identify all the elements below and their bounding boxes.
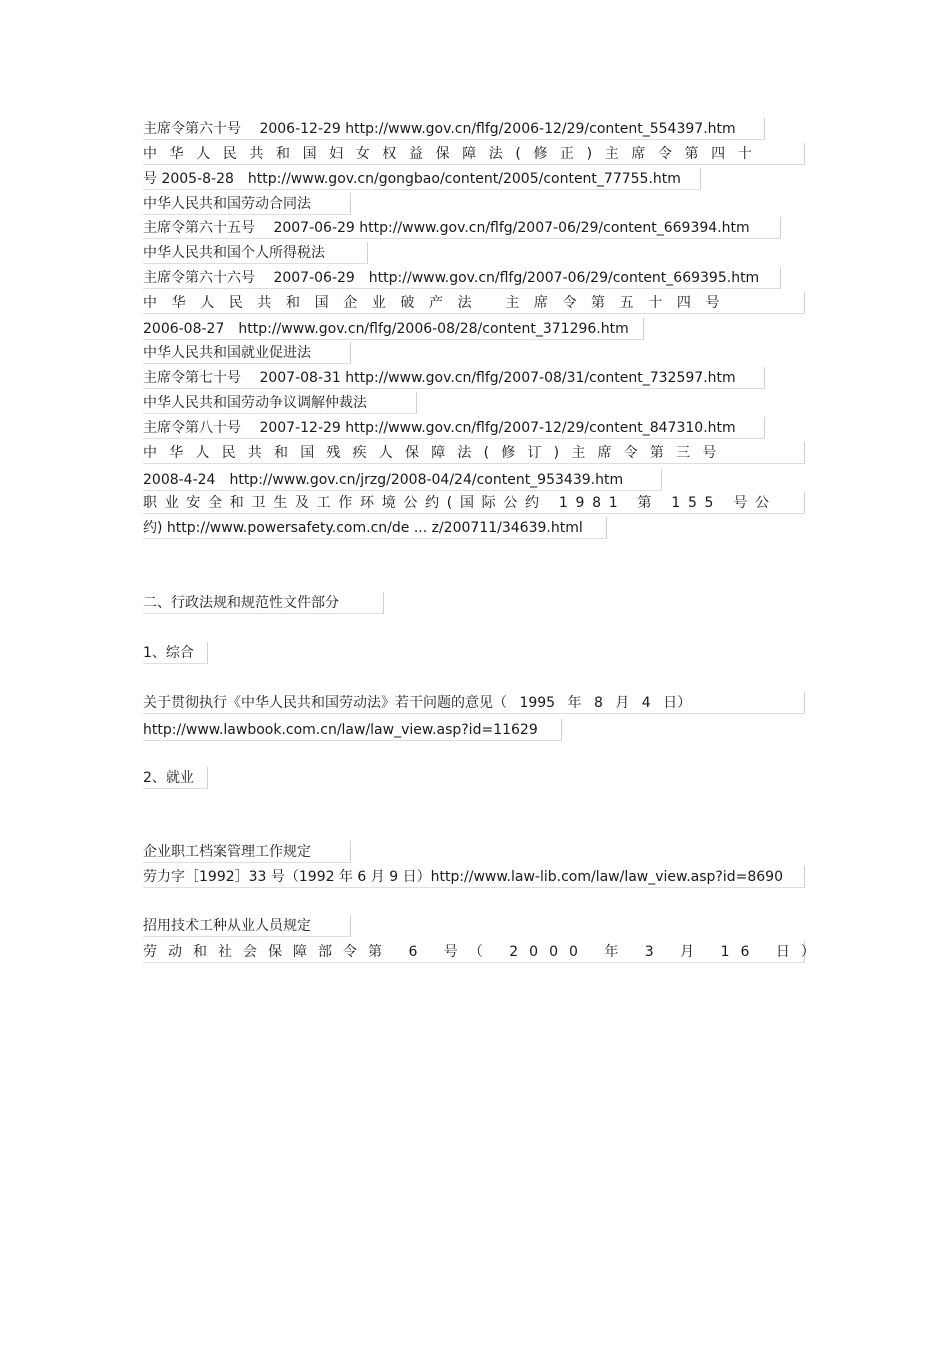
heading-text: 1、综合	[143, 645, 194, 661]
text-line	[143, 915, 351, 937]
line-text: 中华人民共和国妇女权益保障法(修正)主席令第四十	[143, 146, 765, 162]
line-text: 号 2005-8-28 http://www.gov.cn/gongbao/content/2005/content_77755.htm	[143, 171, 681, 187]
text-line	[143, 217, 781, 239]
line-text: 2006-08-27 http://www.gov.cn/flfg/2006-08/28/content_371296.htm	[143, 321, 629, 337]
law-title: 中华人民共和国劳动合同法	[143, 196, 311, 212]
line-text: 主席令第六十六号 2007-06-29 http://www.gov.cn/flfg/2007-06/29/content_669395.htm	[143, 270, 760, 286]
line-text: 劳力字［1992］33 号（1992 年 6 月 9 日）http://www.law-lib.com/law/law_view.asp?id=8690	[143, 869, 783, 885]
line-text: 主席令第八十号 2007-12-29 http://www.gov.cn/flfg/2007-12/29/content_847310.htm	[143, 420, 736, 436]
text-line	[143, 318, 644, 340]
heading-text: 二、行政法规和规范性文件部分	[143, 595, 339, 611]
law-title: 中华人民共和国就业促进法	[143, 345, 311, 361]
law-title: 企业职工档案管理工作规定	[143, 844, 311, 860]
text-line	[143, 692, 805, 714]
line-text: 约) http://www.powersafety.com.cn/de ... z/200711/34639.html	[143, 520, 583, 536]
text-line	[143, 193, 351, 215]
subsection-heading	[143, 642, 208, 664]
law-title: 中华人民共和国劳动争议调解仲裁法	[143, 395, 367, 411]
line-text: http://www.lawbook.com.cn/law/law_view.asp?id=11629	[143, 722, 538, 738]
text-line	[143, 492, 805, 514]
text-line	[143, 118, 765, 140]
law-title: 中华人民共和国个人所得税法	[143, 245, 325, 261]
text-line	[143, 292, 805, 314]
line-text: 中华人民共和国企业破产法 主席令第五十四号	[143, 295, 735, 311]
text-line	[143, 517, 607, 539]
line-text: 主席令第六十五号 2007-06-29 http://www.gov.cn/flfg/2007-06/29/content_669394.htm	[143, 220, 750, 236]
text-line	[143, 367, 765, 389]
line-text: 2008-4-24 http://www.gov.cn/jrzg/2008-04/24/content_953439.htm	[143, 472, 624, 488]
heading-text: 2、就业	[143, 770, 194, 786]
text-line	[143, 941, 826, 963]
text-line	[143, 417, 765, 439]
law-title: 招用技术工种从业人员规定	[143, 918, 311, 934]
text-line	[143, 392, 417, 414]
text-line	[143, 168, 701, 190]
text-line	[143, 342, 351, 364]
text-line	[143, 866, 805, 888]
line-text: 主席令第六十号 2006-12-29 http://www.gov.cn/flfg/2006-12/29/content_554397.htm	[143, 121, 736, 137]
text-line	[143, 242, 368, 264]
text-line	[143, 469, 662, 491]
line-text: 职业安全和卫生及工作环境公约(国际公约 1981 第 155 号公	[143, 495, 777, 511]
text-line	[143, 267, 781, 289]
text-line	[143, 841, 351, 863]
line-text: 主席令第七十号 2007-08-31 http://www.gov.cn/flfg/2007-08/31/content_732597.htm	[143, 370, 736, 386]
line-text: 劳动和社会保障部令第 6 号（ 2000 年 3 月 16 日）	[143, 944, 826, 960]
subsection-heading	[143, 767, 208, 789]
text-line	[143, 442, 805, 464]
text-line	[143, 143, 805, 165]
line-text: 关于贯彻执行《中华人民共和国劳动法》若干问题的意见（ 1995 年 8 月 4 日）	[143, 695, 692, 711]
text-line	[143, 719, 562, 741]
section-heading	[143, 592, 384, 614]
line-text: 中华人民共和国残疾人保障法(修订)主席令第三号	[143, 445, 729, 461]
